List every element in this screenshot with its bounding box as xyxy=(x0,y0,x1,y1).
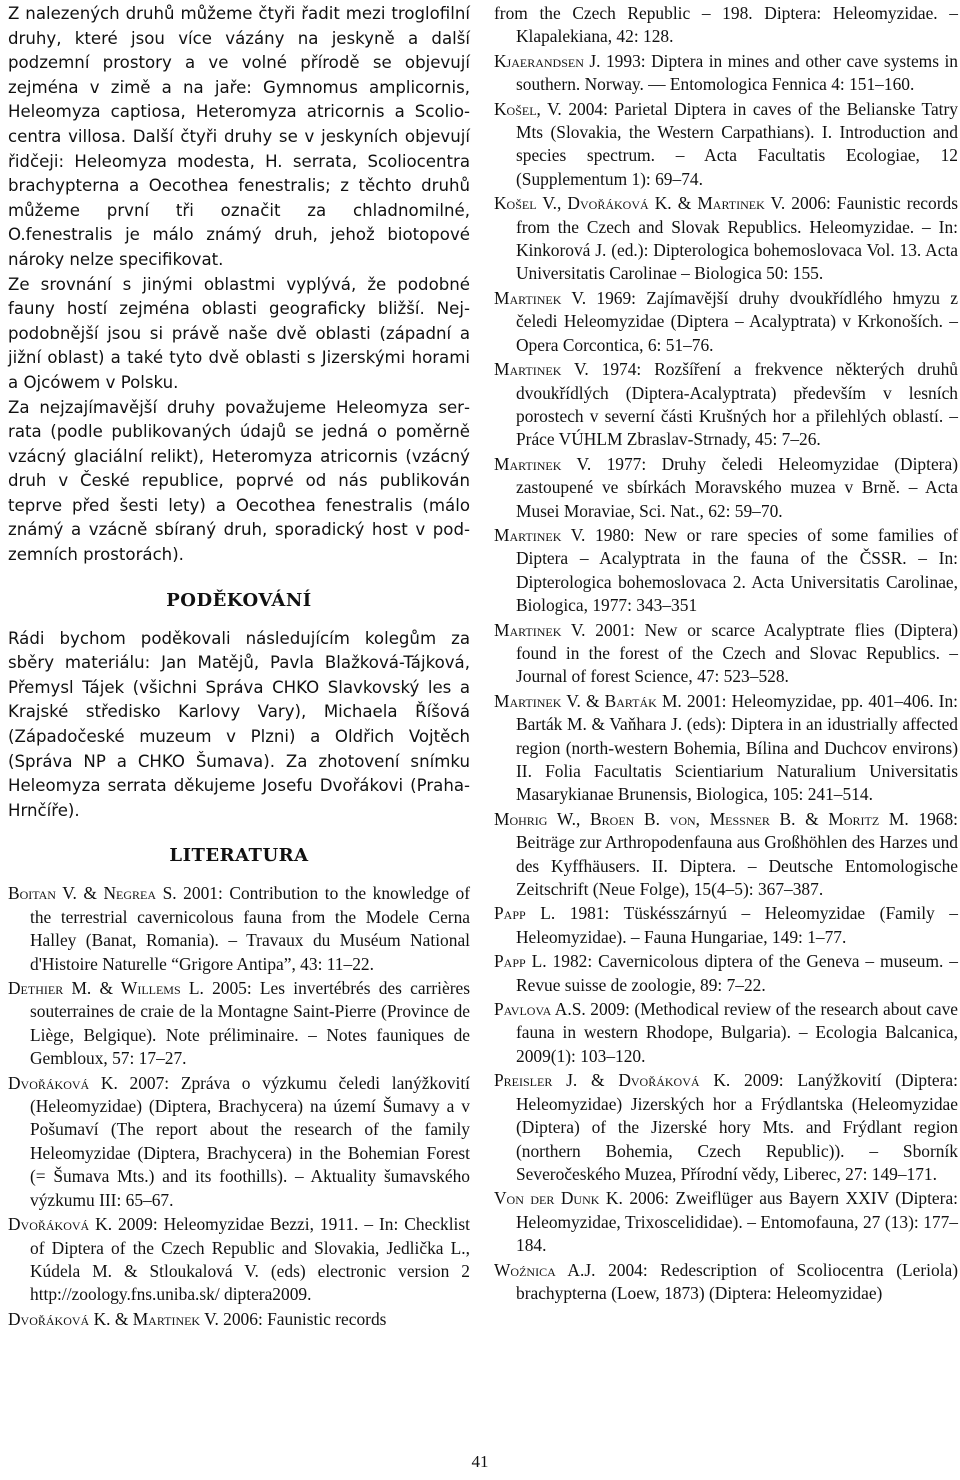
left-column xyxy=(8,2,470,1332)
paragraph-interesting-species: Za nejzajímavější druhy považujeme Heleomyza serrata (podle publikovaných údajů se jedná o poměrně vzácný glaciální relikt), Heteromyza atricornis (vzácný druh v České republice, poprvé od nás publikován teprve před šesti lety) a Oecothea fenestralis (málo známý a vzácně sbíraný druh, sporadický host v podzemních prostorách). xyxy=(8,397,470,565)
page-number: 41 xyxy=(471,1452,489,1471)
reference-item: Woźnica A.J. 2004: Redescription of Scoliocentra (Leriola) brachypterna (Loew, 1873) (Diptera: Heleomyzidae) xyxy=(494,1259,958,1303)
reference-item: Mohrig W., Broen B. von, Messner B. & Moritz M. 1968: Beiträge zur Arthropodenfauna aus Großhöhlen des Harzes und des Kyffhäusers. II. Diptera. – Deutsche Entomologische Zeitschrift (Neue Folge), 15(4–5): 367–387. xyxy=(494,808,958,900)
reference-item: Dvořáková K. 2009: Heleomyzidae Bezzi, 1911. – In: Checklist of Diptera of the Czech Republic and Slovakia, Jedlička L., Kúdela M. & Stloukalová V. (eds) electronic version 2 http://zoology.fns.uniba.sk/ diptera2009. xyxy=(8,1214,470,1305)
reference-item: Martinek V. 1977: Druhy čeledi Heleomyzidae (Diptera) zastoupené ve sbírkách Moravského muzea v Brně. – Acta Musei Moraviae, Sci. Nat., 62: 59–70. xyxy=(494,453,958,521)
reference-item: Martinek V. 1969: Zajímavější druhy dvoukřídlého hmyzu z čeledi Heleomyzidae (Diptera – Acalyptrata) v Krkonoších. – Opera Corcontica, 6: 51–76. xyxy=(494,287,958,355)
reference-item: Košel V., Dvořáková K. & Martinek V. 2006: Faunistic records from the Czech and Slovak Republics. Heleomyzidae. – In: Kinkorová J. (ed.): Dipterologica bohemoslovaca Vol. 13. Acta Universitatis Carolinae – Biologica 50: 155. xyxy=(494,193,958,284)
reference-item: Preisler J. & Dvořáková K. 2009: Lanýžkovití (Diptera: Heleomyzidae) Jizerských hor a Frýdlantska (Heleomyzidae (Diptera) of the Jizerské hory Mts. and Frýdlant region (northern Bohemia, Czech Republic)). – Sborník Severočeského Muzea, Přírodní vědy, Liberec, 27: 149–171. xyxy=(494,1070,958,1184)
reference-item: Pavlova A.S. 2009: (Methodical review of the research about cave fauna in western Rhodope, Bulgaria). – Ecologia Balcanica, 2009(1): 103–120. xyxy=(494,999,958,1066)
reference-item: Papp L. 1982: Cavernicolous diptera of the Geneva – museum. – Revue suisse de zoologie, 89: 7–22. xyxy=(494,951,958,995)
reference-item: Papp L. 1981: Tüskésszárnyú – Heleomyzidae (Family – Heleomyzidae). – Fauna Hungariae, 149: 1–77. xyxy=(494,903,958,947)
reference-item: Von der Dunk K. 2006: Zweiflüger aus Bayern XXIV (Diptera: Heleomyzidae, Trixoscelididae). – Entomofauna, 27 (13): 177–184. xyxy=(494,1188,958,1256)
right-column xyxy=(494,2,958,1306)
reference-item: Dethier M. & Willems L. 2005: Les invertébrés des carrières souterraines de craie de la Montagne Saint-Pierre (Province de Liège, Belgique). Note préliminaire. – Notes fauniques de Gembloux, 57: 17–27. xyxy=(8,978,470,1069)
paragraph-comparison: Ze srovnání s jinými oblastmi vyplývá, že podobné fauny hostí zejména oblasti geograficky bližší. Nejpodobnější jsou si právě naše dvě oblasti (západní a jižní oblast) a také tyto dvě oblasti s Jizerskými horami a Ojcówem v Polsku. xyxy=(8,274,470,392)
reference-item: Dvořáková K. & Martinek V. 2006: Faunistic records xyxy=(8,1308,387,1329)
paragraph-cave-species: Z nalezených druhů můžeme čtyři řadit mezi troglofilní druhy, které jsou více vázány na jeskyně a další podzemní prostory a ve volné přírodě se objevují zejména v zimě a na jaře: Gymnomus amplicornis, Heleomyza captiosa, Heteromyza atricornis a Scoliocentra villosa. Další čtyři druhy se v jeskyních objevují řidčeji: Heleomyza modesta, H. serrata, Scoliocentra brachypterna a Oecothea fenestralis; z těchto druhů můžeme první tři označit za chladnomilné, O.fenestralis je málo známý druh, jehož biotopové nároky nelze specifikovat. xyxy=(8,4,470,269)
reference-item: from the Czech Republic – 198. Diptera: Heleomyzidae. – Klapalekiana, 42: 128. xyxy=(494,3,958,47)
heading-acknowledgements: PODĚKOVÁNÍ xyxy=(166,589,312,611)
heading-literature: LITERATURA xyxy=(169,845,309,867)
reference-item: Martinek V. 2001: New or scarce Acalyptrate flies (Diptera) found in the forest of the Czech and Slovac Republics. – Journal of forest Science, 47: 523–528. xyxy=(494,619,958,687)
reference-item: Martinek V. 1980: New or rare species of some families of Diptera – Acalyptrata in the fauna of the ČSSR. – In: Dipterologica bohemoslovaca 2. Acta Universitatis Carolinae, Biologica, 1977: 343–351 xyxy=(494,524,958,616)
reference-item: Kjaerandsen J. 1993: Diptera in mines and other cave systems in southern. Norway. –– Entomologica Fennica 4: 151–160. xyxy=(494,50,958,95)
paragraph-acknowledgements: Rádi bychom poděkovali následujícím kolegům za sběry materiálu: Jan Matějů, Pavla Blažková-Tájková, Přemysl Tájek (všichni Správa CHKO Slavkovský les a Krajské středisko Karlovy Vary), Michaela Říšová (Západočeské muzeum v Plzni) a Oldřich Vojtěch (Správa NP a CHKO Šumava). Za zhotovení snímku Heleomyza serrata děkujeme Josefu Dvořákovi (Praha-Hrnčíře). xyxy=(8,628,470,820)
reference-item: Dvořáková K. 2007: Zpráva o výzkumu čeledi lanýžkovití (Heleomyzidae) (Diptera, Brachycera) na území Šumavy a v Pošumaví (The report about the research of the family Heleomyzidae (Diptera, Brachycera) in the Bohemian Forest (= Šumava Mts.) and its foothills). – Aktuality šumavského výzkumu III: 65–67. xyxy=(8,1072,470,1210)
reference-item: Košel, V. 2004: Parietal Diptera in caves of the Belianske Tatry Mts (Slovakia, the Western Carpathians). I. Introduction and species spectrum. – Acta Facultatis Ecologiae, 12 (Supplementum 1): 69–74. xyxy=(494,98,959,189)
reference-item: Martinek V. 1974: Rozšíření a frekvence některých druhů dvoukřídlých (Diptera-Acalyptrata) především v lesních porostech v severní části Krušných hor a přilehlých oblastí. – Práce VÚHLM Zbraslav-Strnady, 45: 7–26. xyxy=(494,359,958,450)
reference-item: Boitan V. & Negrea S. 2001: Contribution to the knowledge of the terrestrial cavernicolous fauna from the Modele Cerna Halley (Banat, Romania). – Travaux du Muséum National d'Histoire Naturelle “Grigore Antipa”, 43: 11–22. xyxy=(8,883,470,974)
reference-item: Martinek V. & Barták M. 2001: Heleomyzidae, pp. 401–406. In: Barták M. & Vaňhara J. (eds): Diptera in an idustrially affected region (north-western Bohemia, Bílina and Duchcov environs) II. Folia Facultatis Scientiarium Naturalium Universitatis Masarykianae Brunensis, Biologica, 105: 241–514. xyxy=(494,690,958,805)
